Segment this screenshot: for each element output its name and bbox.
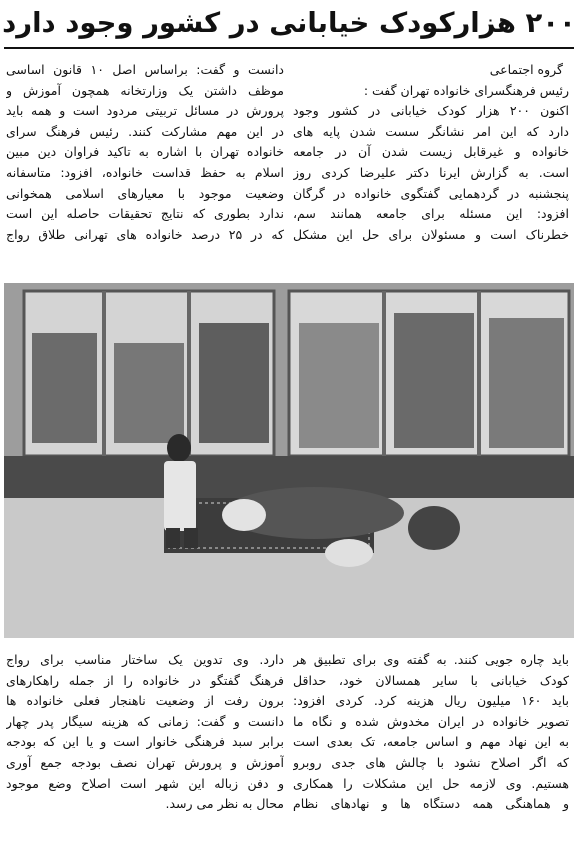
text-line: برون رفت از وضعیت ناهنجار فعلی خانواده ها — [6, 693, 284, 709]
news-photo — [4, 283, 574, 638]
text-line: که در ۲۵ درصد خانواده های تهرانی طلاق رواج — [6, 226, 284, 242]
text-line: دانست و گفت: براساس اصل ۱۰ قانون اساسی — [6, 62, 284, 77]
column-left-bottom — [6, 650, 284, 850]
headline-rule — [4, 47, 574, 49]
text-line: که اگر اصلاح نشود با چالش های جدی روبرو — [293, 754, 569, 770]
text-line: وضعیت موجود با معیارهای اسلامی همخوانی — [6, 185, 284, 201]
text-line: پنجشنبه در گردهمایی گفتگوی خانواده در گرگان — [293, 185, 569, 201]
text-line: ندارد بطوری که نتایج تحقیقات حاصله این است — [6, 206, 284, 222]
text-line: رئیس فرهنگسرای خانواده تهران گفت : — [363, 82, 569, 98]
text-line: اسلام به حفظ قداست خانواده، افزود: متاسفانه — [6, 164, 284, 180]
text-line: افزود: این مسئله برای جامعه همانند سم، — [293, 206, 569, 222]
text-line: است. به گزارش ایرنا دکتر علیرضا کردی روز — [293, 164, 569, 180]
text-line: به این نهاد مهم و اساس جامعه، تک بعدی است — [293, 734, 569, 750]
text-line: برابر سبد فرهنگی خانوار است و یا این که بودجه — [6, 734, 284, 750]
text-line: و دفن زباله این شهر است اصلاح وضع موجود — [6, 775, 284, 791]
text-line: کودک خیابانی با سایر همسالان خود، حداقل — [293, 672, 569, 688]
text-line: پرورش در مسائل تربیتی مردود است و همه باید — [6, 103, 284, 119]
column-right-top — [293, 60, 569, 282]
text-line: دارد. وی تدوین یک ساختار مناسب برای رواج — [6, 652, 284, 667]
text-line: باید ۱۶۰ میلیون ریال هزینه کرد. کردی افزود: — [293, 693, 569, 709]
column-left-top — [6, 60, 284, 282]
headline: ۲۰۰ هزارکودک خیابانی در کشور وجود دارد — [2, 7, 576, 39]
text-line: فرهنگ گفتگو در خانواده را از جمله راهکارهای — [6, 672, 284, 688]
text-line: خطرناک است و مسئولان برای حل این مشکل — [293, 226, 569, 242]
text-line: آموزش و پرورش تهران نصف بودجه جمع آوری — [6, 754, 284, 770]
text-line: محال به نظر می رسد. — [165, 796, 284, 812]
text-line: خانواده تهران با اشاره به تاکید فراوان دین مبین — [6, 144, 284, 160]
text-line: دارد که این امر نشانگر سست شدن پایه های — [293, 123, 569, 139]
text-line: اکنون ۲۰۰ هزار کودک خیابانی در کشور وجود — [293, 103, 569, 119]
text-line: خانواده و غیرقابل زیست شدن آن در جامعه — [293, 144, 569, 160]
kicker-label: گروه اجتماعی — [489, 62, 563, 77]
column-right-bottom — [293, 650, 569, 850]
text-line: دانست و گفت: زمانی که هزینه سیگار پدر چهار — [6, 713, 284, 729]
text-line: تصویر خانواده در ایران مخدوش شده و نگاه ما — [293, 713, 569, 729]
text-line: و هماهنگی همه دستگاه ها و نهادهای نظام — [293, 796, 569, 812]
text-line: باید چاره جویی کنند. به گفته وی برای تطبیق هر — [293, 652, 569, 667]
text-line: هستیم. وی لازمه حل این مشکلات را همکاری — [293, 775, 569, 791]
text-line: در این مهم مشارکت کنند. رئیس فرهنگ سرای — [6, 123, 284, 139]
text-line: موظف داشتن یک وزارتخانه همچون آموزش و — [6, 82, 284, 98]
